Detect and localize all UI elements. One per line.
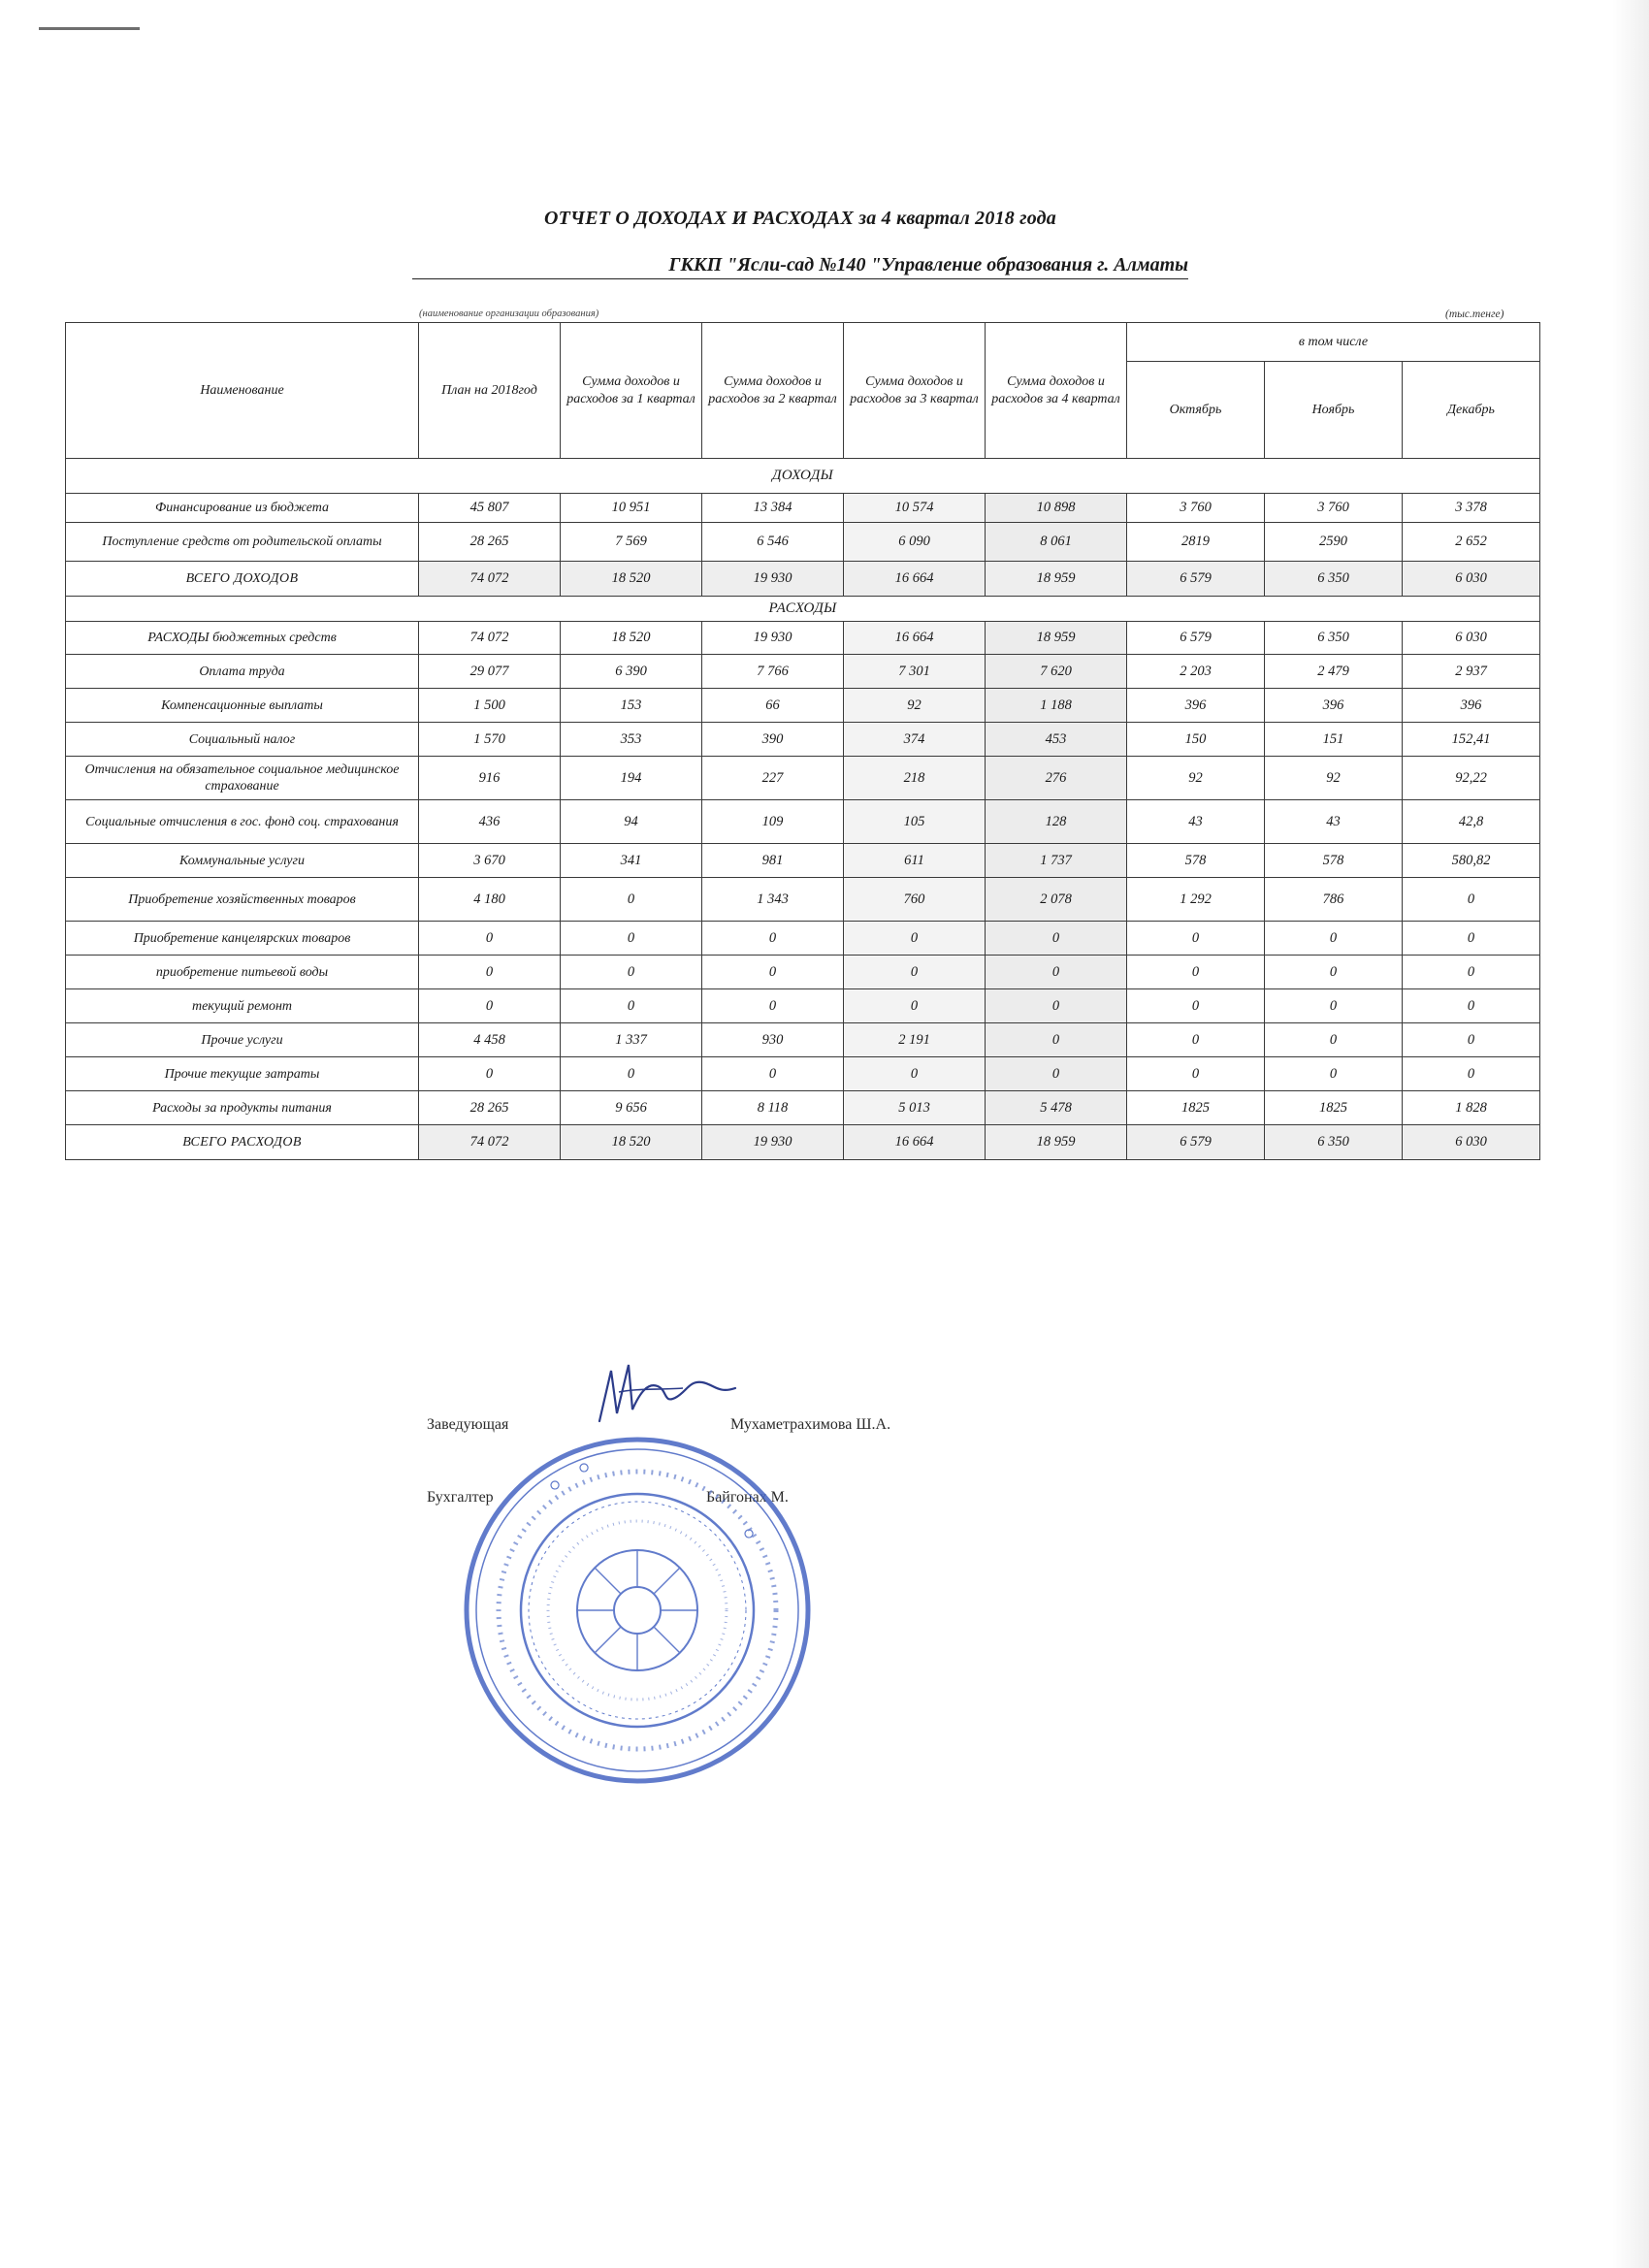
table-row xyxy=(66,1023,1540,1057)
cell-q4: 453 xyxy=(986,723,1127,757)
cell-q1: 353 xyxy=(561,723,702,757)
cell-oct: 6 579 xyxy=(1127,622,1265,655)
cell-nov: 786 xyxy=(1265,878,1403,922)
head-title: Заведующая xyxy=(427,1416,509,1433)
cell-plan: 3 670 xyxy=(419,844,561,878)
cell-nov: 1825 xyxy=(1265,1091,1403,1125)
table-row xyxy=(66,1057,1540,1091)
cell-dec: 0 xyxy=(1403,922,1540,956)
col-header-nov: Ноябрь xyxy=(1265,362,1403,459)
cell-q2: 109 xyxy=(702,800,844,844)
cell-dec: 0 xyxy=(1403,1023,1540,1057)
table-row xyxy=(66,800,1540,844)
cell-q2: 19 930 xyxy=(702,562,844,597)
cell-plan: 0 xyxy=(419,956,561,989)
cell-oct: 0 xyxy=(1127,1023,1265,1057)
row-label: Финансирование из бюджета xyxy=(66,494,419,523)
cell-nov: 3 760 xyxy=(1265,494,1403,523)
table-row xyxy=(66,989,1540,1023)
cell-q3: 16 664 xyxy=(844,622,986,655)
table-row xyxy=(66,757,1540,800)
head-signature xyxy=(590,1353,745,1431)
cell-q1: 7 569 xyxy=(561,523,702,562)
cell-q4: 0 xyxy=(986,989,1127,1023)
cell-q1: 0 xyxy=(561,922,702,956)
cell-q2: 6 546 xyxy=(702,523,844,562)
cell-q3: 10 574 xyxy=(844,494,986,523)
row-label: Приобретение канцелярских товаров xyxy=(66,922,419,956)
cell-dec: 3 378 xyxy=(1403,494,1540,523)
cell-plan: 1 500 xyxy=(419,689,561,723)
cell-q1: 18 520 xyxy=(561,562,702,597)
cell-q2: 930 xyxy=(702,1023,844,1057)
cell-plan: 436 xyxy=(419,800,561,844)
row-label: Отчисления на обязательное социальное медицинское страхование xyxy=(66,757,419,800)
col-header-q3: Сумма доходов и расходов за 3 квартал xyxy=(844,323,986,459)
cell-q3: 105 xyxy=(844,800,986,844)
cell-q4: 18 959 xyxy=(986,562,1127,597)
cell-nov: 0 xyxy=(1265,922,1403,956)
total-row xyxy=(66,562,1540,597)
cell-plan: 4 180 xyxy=(419,878,561,922)
cell-oct: 92 xyxy=(1127,757,1265,800)
cell-q1: 18 520 xyxy=(561,622,702,655)
row-label: Расходы за продукты питания xyxy=(66,1091,419,1125)
cell-plan: 28 265 xyxy=(419,523,561,562)
accountant-title: Бухгалтер xyxy=(427,1489,494,1506)
cell-q2: 1 343 xyxy=(702,878,844,922)
cell-q1: 0 xyxy=(561,1057,702,1091)
cell-dec: 0 xyxy=(1403,878,1540,922)
cell-q1: 10 951 xyxy=(561,494,702,523)
cell-plan: 0 xyxy=(419,922,561,956)
row-label: Оплата труда xyxy=(66,655,419,689)
cell-dec: 2 652 xyxy=(1403,523,1540,562)
cell-q1: 18 520 xyxy=(561,1125,702,1160)
table-row xyxy=(66,655,1540,689)
cell-plan: 74 072 xyxy=(419,1125,561,1160)
cell-dec: 0 xyxy=(1403,956,1540,989)
cell-q1: 341 xyxy=(561,844,702,878)
row-label: РАСХОДЫ бюджетных средств xyxy=(66,622,419,655)
cell-dec: 6 030 xyxy=(1403,1125,1540,1160)
cell-plan: 45 807 xyxy=(419,494,561,523)
cell-q1: 94 xyxy=(561,800,702,844)
cell-nov: 0 xyxy=(1265,989,1403,1023)
cell-q1: 153 xyxy=(561,689,702,723)
cell-q3: 16 664 xyxy=(844,1125,986,1160)
cell-q4: 2 078 xyxy=(986,878,1127,922)
col-header-dec: Декабрь xyxy=(1403,362,1540,459)
cell-oct: 0 xyxy=(1127,922,1265,956)
cell-nov: 6 350 xyxy=(1265,562,1403,597)
cell-q4: 128 xyxy=(986,800,1127,844)
col-header-q1: Сумма доходов и расходов за 1 квартал xyxy=(561,323,702,459)
cell-dec: 6 030 xyxy=(1403,562,1540,597)
row-label: Социальные отчисления в гос. фонд соц. страхования xyxy=(66,800,419,844)
income-section-label: ДОХОДЫ xyxy=(66,459,1540,494)
cell-dec: 42,8 xyxy=(1403,800,1540,844)
table-row xyxy=(66,523,1540,562)
cell-q4: 0 xyxy=(986,922,1127,956)
cell-q4: 276 xyxy=(986,757,1127,800)
row-label: Компенсационные выплаты xyxy=(66,689,419,723)
cell-q3: 374 xyxy=(844,723,986,757)
cell-q2: 19 930 xyxy=(702,622,844,655)
cell-q4: 0 xyxy=(986,1023,1127,1057)
cell-q1: 194 xyxy=(561,757,702,800)
cell-q3: 0 xyxy=(844,922,986,956)
table-row xyxy=(66,956,1540,989)
cell-nov: 2 479 xyxy=(1265,655,1403,689)
cell-q4: 1 188 xyxy=(986,689,1127,723)
cell-nov: 0 xyxy=(1265,956,1403,989)
cell-nov: 396 xyxy=(1265,689,1403,723)
table-row xyxy=(66,622,1540,655)
cell-oct: 0 xyxy=(1127,989,1265,1023)
cell-oct: 0 xyxy=(1127,1057,1265,1091)
cell-q3: 16 664 xyxy=(844,562,986,597)
cell-q3: 218 xyxy=(844,757,986,800)
head-name: Мухаметрахимова Ш.А. xyxy=(730,1416,891,1433)
cell-oct: 2 203 xyxy=(1127,655,1265,689)
cell-oct: 3 760 xyxy=(1127,494,1265,523)
cell-dec: 396 xyxy=(1403,689,1540,723)
cell-q4: 18 959 xyxy=(986,622,1127,655)
cell-nov: 0 xyxy=(1265,1057,1403,1091)
cell-q3: 0 xyxy=(844,1057,986,1091)
expense-section-label: РАСХОДЫ xyxy=(66,597,1540,622)
table-row xyxy=(66,723,1540,757)
row-label: Приобретение хозяйственных товаров xyxy=(66,878,419,922)
cell-plan: 74 072 xyxy=(419,562,561,597)
cell-oct: 6 579 xyxy=(1127,1125,1265,1160)
table-row xyxy=(66,844,1540,878)
cell-oct: 150 xyxy=(1127,723,1265,757)
cell-dec: 0 xyxy=(1403,1057,1540,1091)
cell-q2: 7 766 xyxy=(702,655,844,689)
income-section-row xyxy=(66,459,1540,494)
cell-plan: 28 265 xyxy=(419,1091,561,1125)
cell-q3: 2 191 xyxy=(844,1023,986,1057)
row-label: Коммунальные услуги xyxy=(66,844,419,878)
cell-q1: 1 337 xyxy=(561,1023,702,1057)
organization-name: ГККП "Ясли-сад №140 "Управление образования г. Алматы xyxy=(412,254,1188,279)
header-row-top xyxy=(66,323,1540,362)
table-row xyxy=(66,878,1540,922)
cell-q2: 0 xyxy=(702,989,844,1023)
units-caption: (тыс.тенге) xyxy=(1445,308,1504,320)
cell-oct: 1 292 xyxy=(1127,878,1265,922)
cell-oct: 6 579 xyxy=(1127,562,1265,597)
row-label: Прочие услуги xyxy=(66,1023,419,1057)
scan-edge-shadow xyxy=(1612,0,1649,2268)
accountant-name: Байгонах М. xyxy=(706,1489,789,1506)
cell-oct: 1825 xyxy=(1127,1091,1265,1125)
cell-q3: 6 090 xyxy=(844,523,986,562)
cell-q2: 0 xyxy=(702,956,844,989)
cell-plan: 29 077 xyxy=(419,655,561,689)
cell-dec: 92,22 xyxy=(1403,757,1540,800)
cell-q4: 0 xyxy=(986,956,1127,989)
cell-q4: 5 478 xyxy=(986,1091,1127,1125)
cell-q4: 7 620 xyxy=(986,655,1127,689)
cell-q2: 390 xyxy=(702,723,844,757)
col-header-q2: Сумма доходов и расходов за 2 квартал xyxy=(702,323,844,459)
cell-nov: 151 xyxy=(1265,723,1403,757)
cell-q4: 1 737 xyxy=(986,844,1127,878)
col-header-name: Наименование xyxy=(66,323,419,459)
cell-oct: 396 xyxy=(1127,689,1265,723)
cell-q2: 0 xyxy=(702,922,844,956)
cell-nov: 578 xyxy=(1265,844,1403,878)
row-label: Прочие текущие затраты xyxy=(66,1057,419,1091)
cell-plan: 0 xyxy=(419,989,561,1023)
cell-q3: 0 xyxy=(844,956,986,989)
col-header-oct: Октябрь xyxy=(1127,362,1265,459)
cell-q3: 0 xyxy=(844,989,986,1023)
cell-q2: 8 118 xyxy=(702,1091,844,1125)
cell-q1: 0 xyxy=(561,878,702,922)
cell-dec: 152,41 xyxy=(1403,723,1540,757)
cell-q2: 13 384 xyxy=(702,494,844,523)
col-header-including: в том числе xyxy=(1127,323,1540,362)
report-body xyxy=(66,459,1540,1160)
cell-nov: 6 350 xyxy=(1265,622,1403,655)
row-label: приобретение питьевой воды xyxy=(66,956,419,989)
col-header-plan: План на 2018год xyxy=(419,323,561,459)
cell-dec: 580,82 xyxy=(1403,844,1540,878)
cell-q3: 7 301 xyxy=(844,655,986,689)
cell-q2: 19 930 xyxy=(702,1125,844,1160)
cell-q4: 18 959 xyxy=(986,1125,1127,1160)
cell-nov: 0 xyxy=(1265,1023,1403,1057)
expense-section-row xyxy=(66,597,1540,622)
cell-plan: 74 072 xyxy=(419,622,561,655)
cell-nov: 2590 xyxy=(1265,523,1403,562)
cell-q3: 760 xyxy=(844,878,986,922)
cell-plan: 1 570 xyxy=(419,723,561,757)
cell-dec: 2 937 xyxy=(1403,655,1540,689)
row-label: Социальный налог xyxy=(66,723,419,757)
cell-dec: 1 828 xyxy=(1403,1091,1540,1125)
table-row xyxy=(66,1091,1540,1125)
scan-artifact xyxy=(39,27,140,30)
row-label: ВСЕГО РАСХОДОВ xyxy=(66,1125,419,1160)
cell-plan: 916 xyxy=(419,757,561,800)
cell-oct: 578 xyxy=(1127,844,1265,878)
cell-q3: 92 xyxy=(844,689,986,723)
cell-dec: 0 xyxy=(1403,989,1540,1023)
cell-oct: 2819 xyxy=(1127,523,1265,562)
cell-plan: 0 xyxy=(419,1057,561,1091)
cell-q1: 9 656 xyxy=(561,1091,702,1125)
cell-q3: 611 xyxy=(844,844,986,878)
organization-caption: (наименование организации образования) xyxy=(419,308,599,319)
cell-dec: 6 030 xyxy=(1403,622,1540,655)
cell-q4: 0 xyxy=(986,1057,1127,1091)
cell-nov: 6 350 xyxy=(1265,1125,1403,1160)
cell-plan: 4 458 xyxy=(419,1023,561,1057)
cell-nov: 92 xyxy=(1265,757,1403,800)
cell-q1: 0 xyxy=(561,989,702,1023)
cell-q3: 5 013 xyxy=(844,1091,986,1125)
col-header-q4: Сумма доходов и расходов за 4 квартал xyxy=(986,323,1127,459)
cell-q1: 0 xyxy=(561,956,702,989)
row-label: текущий ремонт xyxy=(66,989,419,1023)
cell-q2: 981 xyxy=(702,844,844,878)
cell-q4: 8 061 xyxy=(986,523,1127,562)
cell-q2: 227 xyxy=(702,757,844,800)
row-label: ВСЕГО ДОХОДОВ xyxy=(66,562,419,597)
cell-q2: 66 xyxy=(702,689,844,723)
cell-q4: 10 898 xyxy=(986,494,1127,523)
cell-nov: 43 xyxy=(1265,800,1403,844)
cell-oct: 0 xyxy=(1127,956,1265,989)
table-row xyxy=(66,689,1540,723)
report-table xyxy=(65,322,1540,1160)
cell-q1: 6 390 xyxy=(561,655,702,689)
table-row xyxy=(66,922,1540,956)
report-title: ОТЧЕТ О ДОХОДАХ И РАСХОДАХ за 4 квартал 2018 года xyxy=(543,208,1057,229)
cell-oct: 43 xyxy=(1127,800,1265,844)
total-row xyxy=(66,1125,1540,1160)
cell-q2: 0 xyxy=(702,1057,844,1091)
row-label: Поступление средств от родительской оплаты xyxy=(66,523,419,562)
official-stamp xyxy=(458,1431,817,1790)
table-row xyxy=(66,494,1540,523)
